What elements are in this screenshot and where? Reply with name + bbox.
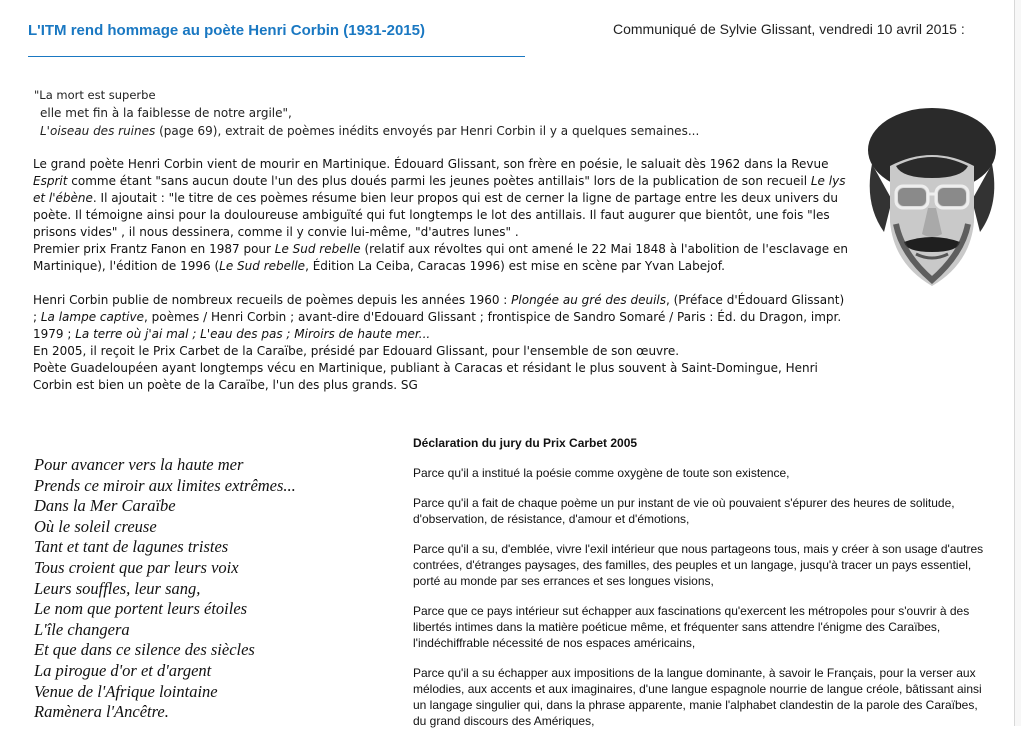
text-run: , poèmes / Henri Corbin ; avant-dire d'Edouard Glissant ; frontispice de Sandro Somaré / Paris : Éd. du Dragon, impr. 1979 ;: [33, 310, 842, 341]
book-title: Le Sud rebelle: [274, 242, 361, 256]
article-paragraph-5: Poète Guadeloupéen ayant longtemps vécu en Martinique, publiant à Caracas et résidant le plus souvent à Saint-Domingue, Henri Corbin est bien un poète de la Caraïbe, l'un des plus grands. SG: [33, 361, 818, 392]
epigraph-line-1: "La mort est superbe: [34, 88, 156, 102]
article-body: [33, 156, 848, 394]
epigraph: [34, 86, 699, 140]
portrait-photo: [862, 104, 1000, 294]
paragraph-gap: [33, 275, 848, 292]
poem-line: Dans la Mer Caraïbe: [34, 496, 176, 516]
article-paragraph-4: En 2005, il reçoit le Prix Carbet de la Caraïbe, présidé par Edouard Glissant, pour l'ensemble de son œuvre.: [33, 344, 680, 358]
communique-line: Communiqué de Sylvie Glissant, vendredi 10 avril 2015 :: [613, 21, 965, 37]
jury-paragraph: Parce qu'il a institué la poésie comme oxygène de toute son existence,: [413, 466, 790, 480]
book-title: Le Sud rebelle: [219, 259, 306, 273]
poem-line: Tous croient que par leurs voix: [34, 557, 239, 577]
jury-paragraph: Parce qu'il a su, d'emblée, vivre l'exil intérieur que nous partageons tous, mais y créer à son usage d'autres contrées, d'étranges paysages, des familles, des peuples et un langage, jusqu'à tracer un pays essentiel, porté au monde par ses errances et ses longues visions,: [413, 542, 984, 588]
text-run: (relatif aux révoltes qui ont amené le 22 Mai 1848 à l'abolition de l'esclavage en Martinique), l'édition de 1996 (: [33, 242, 848, 273]
text-run: Premier prix Frantz Fanon en 1987 pour: [33, 242, 275, 256]
book-title: Plongée au gré des deuils: [511, 293, 666, 307]
epigraph-book-title: L'oiseau des ruines: [40, 124, 156, 138]
poem-excerpt: [34, 455, 296, 723]
poem-line: Pour avancer vers la haute mer: [34, 455, 244, 474]
poem-line: L'île changera: [34, 619, 130, 639]
poem-line: Tant et tant de lagunes tristes: [34, 537, 229, 557]
poem-line: Et que dans ce silence des siècles: [34, 640, 255, 660]
text-run: Henri Corbin publie de nombreux recueils de poèmes depuis les années 1960 :: [33, 293, 512, 307]
text-run: , (Préface d'Édouard Glissant) ;: [33, 293, 845, 324]
poem-line: Où le soleil creuse: [34, 516, 157, 536]
poem-line: Prends ce miroir aux limites extrêmes...: [34, 475, 296, 495]
poem-line: La pirogue d'or et d'argent: [34, 660, 212, 680]
article-paragraph-3: [33, 292, 848, 343]
epigraph-line-3: [34, 122, 699, 140]
epigraph-source: (page 69), extrait de poèmes inédits envoyés par Henri Corbin il y a quelques semaines...: [155, 124, 700, 138]
article-paragraph-1: [33, 156, 848, 241]
jury-paragraph: Parce qu'il a su échapper aux impositions de la langue dominante, à savoir le Français, pour la verser aux mélodies, aux accents et aux imaginaires, d'une langue espagnole nourrie de langue créole, bâtissant ainsi un langage singulier qui, dans la phrase apparente, manie l'alphabet clandestin de la parole des Caraïbes, du grand discours des Amériques,: [413, 666, 982, 728]
poem-line: Leurs souffles, leur sang,: [34, 578, 201, 598]
epigraph-line-2: elle met fin à la faiblesse de notre argile",: [40, 106, 292, 120]
portrait-illustration: [862, 104, 1000, 294]
jury-declaration: [413, 435, 988, 743]
poem-line: Venue de l'Afrique lointaine: [34, 681, 218, 701]
text-run: comme étant "sans aucun doute l'un des plus doués parmi les jeunes poètes antillais" lors de la publication de son recueil: [67, 174, 811, 188]
title-underline: [28, 56, 525, 57]
text-run: , Édition La Ceiba, Caracas 1996) est mise en scène par Yvan Labejof.: [305, 259, 725, 273]
book-title: La lampe captive: [40, 310, 144, 324]
article-paragraph-2: [33, 241, 848, 275]
revue-esprit-title: Esprit: [33, 174, 68, 188]
text-run: . Il ajoutait : "le titre de ces poèmes résume bien leur propos qui est de cerner la ligne de partage entre les deux univers du poète. Il témoigne ainsi pour la douloureuse ambiguïté qui fut longtemps le lot des antillais. Il faut augurer que bientôt, une fois "les prisons vides" , il nous dessinera, comme il y convie lui-même, "d'autres lunes" .: [33, 191, 838, 239]
poem-line: Ramènera l'Ancêtre.: [34, 702, 169, 722]
book-title: La terre où j'ai mal ; L'eau des pas ; Miroirs de haute mer...: [75, 327, 431, 341]
jury-paragraph: Parce qu'il a fait de chaque poème un pur instant de vie où pouvaient s'épurer des heures de solitude, d'observation, de résistance, d'amour et d'émotions,: [413, 496, 955, 526]
page-title: L'ITM rend hommage au poète Henri Corbin (1931-2015): [28, 22, 425, 39]
poem-line: Le nom que portent leurs étoiles: [34, 599, 248, 619]
text-run: Le grand poète Henri Corbin vient de mourir en Martinique. Édouard Glissant, son frère en poésie, le saluait dès 1962 dans la Revue: [33, 157, 829, 171]
book-title: Le lys et l'ébène: [33, 174, 846, 205]
jury-paragraph: Parce que ce pays intérieur sut échapper aux fascinations qu'exercent les métropoles pour s'ouvrir à des libertés intimes dans la matière poéticue même, et fréquenter sans attendre l'énigme des Caraïbes, l'indéchiffrable nécessité de nos espaces américains,: [413, 604, 970, 650]
scrollbar-edge: [1014, 0, 1021, 726]
jury-heading: Déclaration du jury du Prix Carbet 2005: [413, 436, 638, 450]
